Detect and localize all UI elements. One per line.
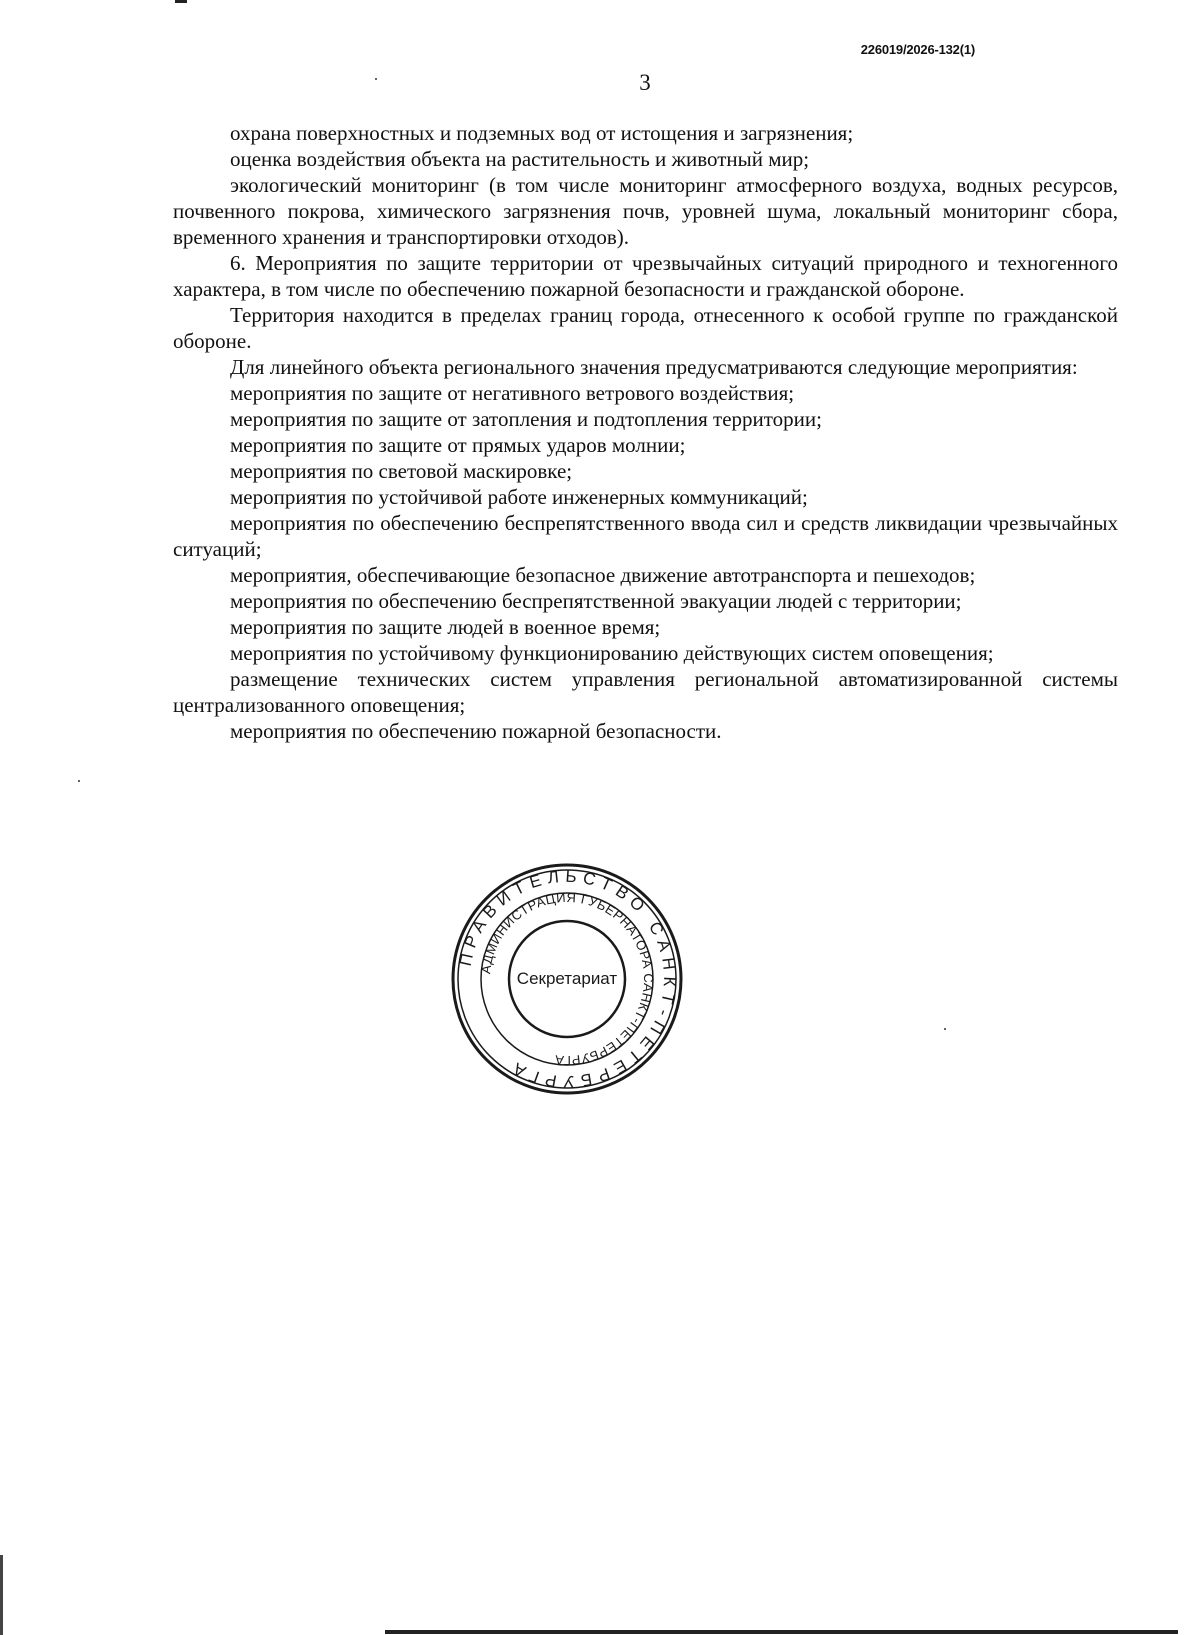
page-number: 3 [639, 70, 651, 95]
scan-speck [375, 78, 377, 80]
scan-edge-left [0, 1555, 3, 1635]
official-seal-stamp [450, 862, 684, 1096]
list-item: мероприятия по устойчивому функционированию действующих систем оповещения; [230, 641, 994, 665]
document-number: 226019/2026-132(1) [860, 42, 975, 57]
list-item: мероприятия, обеспечивающие безопасное движение автотранспорта и пешеходов; [230, 563, 976, 587]
scan-speck [944, 1028, 946, 1030]
list-item: мероприятия по обеспечению пожарной безопасности. [230, 719, 722, 743]
stamp-center-text: Секретариат [516, 969, 618, 988]
list-item: мероприятия по обеспечению беспрепятственного ввода сил и средств ликвидации чрезвычайных ситуаций; [173, 511, 1118, 561]
paragraph: охрана поверхностных и подземных вод от истощения и загрязнения; [230, 121, 854, 145]
list-item: мероприятия по устойчивой работе инженерных коммуникаций; [230, 485, 808, 509]
section-heading-paragraph: 6. Мероприятия по защите территории от чрезвычайных ситуаций природного и техногенного характера, в том числе по обеспечению пожарной безопасности и гражданской обороне. [173, 251, 1118, 301]
paragraph: Для линейного объекта регионального значения предусматриваются следующие мероприятия: [230, 355, 1078, 379]
list-item: размещение технических систем управления региональной автоматизированной системы централизованного оповещения; [173, 667, 1118, 717]
document-body [173, 120, 1118, 744]
scan-speck [78, 780, 80, 782]
paragraph: оценка воздействия объекта на растительность и животный мир; [230, 147, 810, 171]
scan-mark-top [175, 0, 187, 3]
list-item: мероприятия по обеспечению беспрепятственной эвакуации людей с территории; [230, 589, 962, 613]
list-item: мероприятия по защите людей в военное время; [230, 615, 661, 639]
stamp-inner-text: АДМИНИСТРАЦИЯ ГУБЕРНАТОРА САНКТ-ПЕТЕРБУРГА [478, 889, 657, 1069]
list-item: мероприятия по защите от негативного ветрового воздействия; [230, 381, 795, 405]
paragraph: экологический мониторинг (в том числе мониторинг атмосферного воздуха, водных ресурсов, почвенного покрова, химического загрязнения почв, уровней шума, локальный мониторинг сбора, временного хранения и транспортировки отходов). [173, 173, 1118, 249]
stamp-outer-text: ПРАВИТЕЛЬСТВО САНКТ-ПЕТЕРБУРГА [455, 866, 680, 1092]
list-item: мероприятия по защите от прямых ударов молнии; [230, 433, 686, 457]
paragraph: Территория находится в пределах границ города, отнесенного к особой группе по гражданской обороне. [173, 303, 1118, 353]
list-item: мероприятия по защите от затопления и подтопления территории; [230, 407, 822, 431]
scan-edge-bottom [385, 1630, 1178, 1634]
list-item: мероприятия по световой маскировке; [230, 459, 573, 483]
